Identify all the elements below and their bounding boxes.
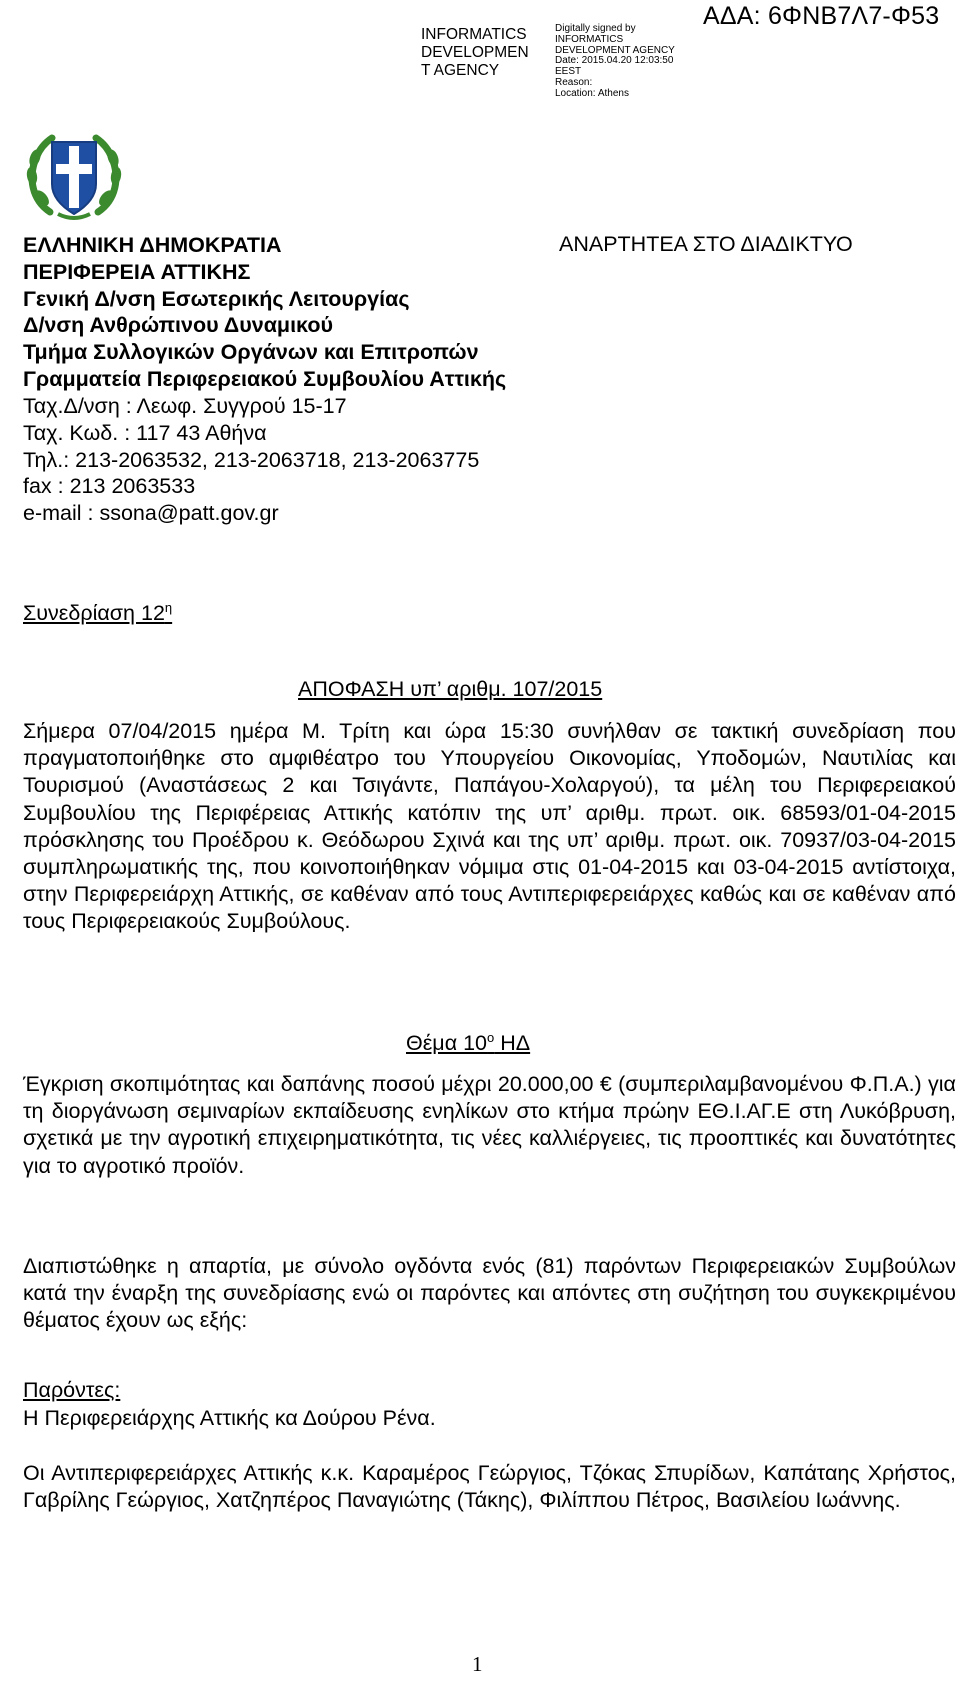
- contact-phone: Τηλ.: 213-2063532, 213-2063718, 213-2063775: [23, 447, 480, 472]
- regional-governor: Η Περιφερειάρχης Αττικής κα Δούρου Ρένα.: [23, 1406, 436, 1430]
- intro-paragraph: Σήμερα 07/04/2015 ημέρα Μ. Τρίτη και ώρα 15:30 συνήλθαν σε τακτική συνεδρίαση που πραγματοποιήθηκε στο αμφιθέατρο του Υπουργείου Οικονομίας, Υποδομών, Ναυτιλίας και Τουρισμού (Αναστάσεως 2 και Τσιγάντε, Παπάγου-Χολαργού), τα μέλη του Περιφερειακού Συμβουλίου της Περιφέρειας Αττικής κατόπιν της υπ’ αριθμ. πρωτ. οικ. 68593/01-04-2015 πρόσκλησης του Προέδρου κ. Θεόδωρου Σχινά και της υπ’ αριθμ. πρωτ. οικ. 70937/03-04-2015 συμπληρωματικής της, που κοινοποιήθηκαν νόμιμα στις 01-04-2015 και 03-04-2015 αντίστοιχα, στην Περιφερειάρχη Αττικής, σε καθέναν από τους Αντιπεριφερειάρχες καθώς και σε καθέναν από τους Περιφερειακούς Συμβούλους.: [23, 719, 956, 934]
- issuing-authority: [23, 232, 506, 393]
- topic-sup: ο: [487, 1030, 495, 1045]
- ada-code: ΑΔΑ: 6ΦΝΒ7Λ7-Φ53: [703, 2, 940, 30]
- topic-heading: [406, 1030, 530, 1056]
- signature-signer-line: T AGENCY: [421, 62, 500, 79]
- contact-info: [23, 393, 479, 527]
- session-number: [23, 600, 172, 626]
- contact-address: Ταχ.Δ/νση : Λεωφ. Συγγρού 15-17: [23, 394, 347, 418]
- deputies-paragraph: Οι Αντιπεριφερειάρχες Αττικής κ.κ. Καραμέρος Γεώργιος, Τζόκας Σπυρίδων, Καπάταης Χρήστος, Γαβρίλης Γεώργιος, Χατζηπέρος Παναγιώτης (Τάκης), Φιλίππου Πέτρος, Βασιλείου Ιωάννης.: [23, 1461, 956, 1513]
- contact-postcode: Ταχ. Κωδ. : 117 43 Αθήνα: [23, 420, 267, 445]
- decision-title: ΑΠΟΦΑΣΗ υπ’ αριθμ. 107/2015: [298, 677, 603, 701]
- signature-detail-line: Date: 2015.04.20 12:03:50: [555, 55, 674, 67]
- signature-detail-line: Digitally signed by: [555, 23, 636, 34]
- contact-email: e-mail : ssona@patt.gov.gr: [23, 501, 279, 526]
- contact-fax: fax : 213 2063533: [23, 474, 196, 499]
- signature-signer-name: [421, 26, 561, 80]
- post-online-label: ΑΝΑΡΤΗΤΕΑ ΣΤΟ ΔΙΑΔΙΚΤΥΟ: [559, 232, 853, 256]
- signature-detail-line: Reason:: [555, 76, 593, 88]
- quorum-paragraph: Διαπιστώθηκε η απαρτία, με σύνολο ογδόντα ενός (81) παρόντων Περιφερειακών Συμβούλων κατά την έναρξη της συνεδρίασης ενώ οι παρόντες και απόντες στη συζήτηση του συγκεκριμένου θέματος έχουν ως εξής:: [23, 1254, 956, 1333]
- authority-line: ΕΛΛΗΝΙΚΗ ΔΗΜΟΚΡΑΤΙΑ: [23, 233, 282, 257]
- signature-detail-line: DEVELOPMENT AGENCY: [555, 44, 675, 56]
- session-sup: η: [164, 600, 173, 615]
- authority-line: Δ/νση Ανθρώπινου Δυναμικού: [23, 313, 333, 338]
- signature-detail-line: Location: Athens: [555, 87, 629, 99]
- signature-signer-line: DEVELOPMEN: [421, 44, 529, 61]
- signature-details: [555, 24, 705, 100]
- session-text: Συνεδρίαση 12: [23, 601, 165, 626]
- authority-line: Τμήμα Συλλογικών Οργάνων και Επιτροπών: [23, 340, 479, 365]
- signature-signer-line: INFORMATICS: [421, 26, 527, 43]
- authority-line: Γραμματεία Περιφερειακού Συμβουλίου Αττικής: [23, 366, 507, 391]
- topic-prefix: Θέμα 10: [406, 1031, 488, 1056]
- topic-description: Έγκριση σκοπιμότητας και δαπάνης ποσού μέχρι 20.000,00 € (συμπεριλαμβανομένου Φ.Π.Α.) για τη διοργάνωση σεμιναρίων εκπαίδευσης ενηλίκων στο κτήμα πρώην ΕΘ.Ι.ΑΓ.Ε στη Λυκόβρυση, σχετικά με την αγροτική επιχειρηματικότητα, τις νέες καλλιέργειες, τις προοπτικές και δυνατότητες για το αγροτικό προϊόν.: [23, 1072, 956, 1178]
- authority-line: ΠΕΡΙΦΕΡΕΙΑ ΑΤΤΙΚΗΣ: [23, 259, 251, 284]
- signature-detail-line: INFORMATICS: [555, 33, 624, 45]
- topic-suffix: ΗΔ: [494, 1031, 531, 1056]
- present-label: Παρόντες:: [23, 1378, 121, 1402]
- authority-line: Γενική Δ/νση Εσωτερικής Λειτουργίας: [23, 286, 410, 311]
- greek-coat-of-arms-icon: [22, 128, 126, 224]
- page-number: 1: [472, 1652, 483, 1676]
- signature-detail-line: EEST: [555, 66, 582, 78]
